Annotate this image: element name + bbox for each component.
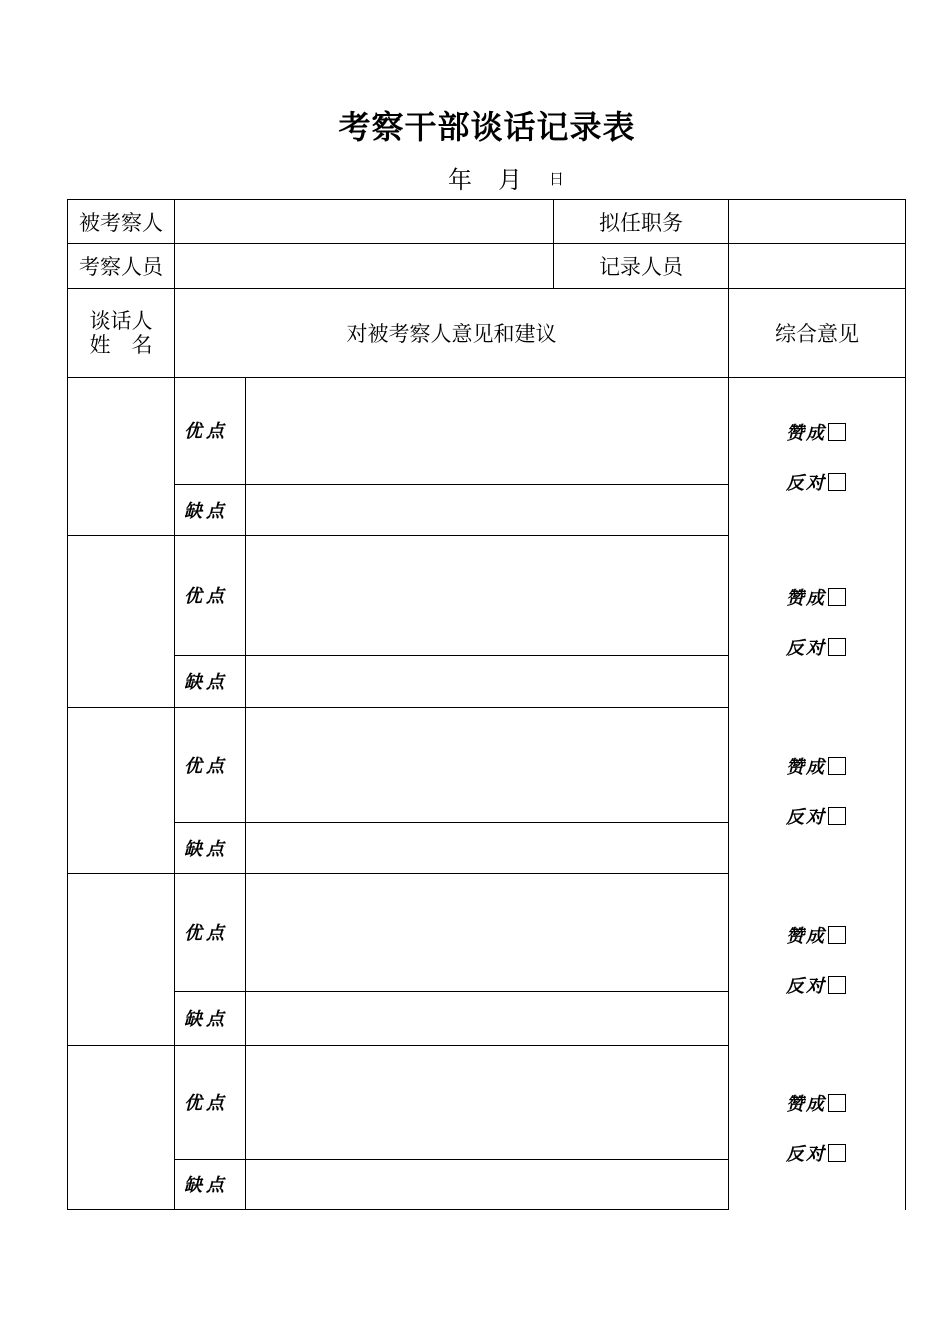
row-divider — [174, 655, 729, 656]
row-divider — [67, 1045, 729, 1046]
approve-checkbox[interactable] — [828, 757, 846, 775]
date-year-label: 年 — [448, 166, 472, 194]
table-border-bottom — [67, 1209, 729, 1210]
approve-option[interactable] — [786, 1090, 846, 1116]
col-divider — [245, 377, 246, 1210]
approve-option[interactable] — [786, 922, 846, 948]
row-divider — [174, 822, 729, 823]
approve-label: 赞成 — [786, 588, 826, 609]
speaker-name-line2: 姓 名 — [89, 333, 153, 357]
row-divider — [67, 535, 729, 536]
oppose-label: 反对 — [786, 1144, 826, 1165]
date-day-label: 日 — [549, 170, 565, 188]
approve-label: 赞成 — [786, 926, 826, 947]
merits-label: 优点 — [184, 586, 228, 607]
examinee-label: 被考察人 — [79, 210, 163, 235]
approve-checkbox[interactable] — [828, 926, 846, 944]
row-divider — [67, 707, 729, 708]
oppose-label: 反对 — [786, 976, 826, 997]
demerits-label: 缺点 — [184, 672, 228, 693]
page-title: 考察干部谈话记录表 — [338, 108, 636, 146]
speaker-name-line1: 谈话人 — [89, 309, 153, 333]
oppose-option[interactable] — [786, 634, 846, 660]
oppose-checkbox[interactable] — [828, 1144, 846, 1162]
date-month-label: 月 — [498, 166, 522, 194]
oppose-option[interactable] — [786, 972, 846, 998]
oppose-checkbox[interactable] — [828, 473, 846, 491]
examiner-value[interactable] — [175, 244, 553, 288]
oppose-label: 反对 — [786, 473, 826, 494]
oppose-checkbox[interactable] — [828, 976, 846, 994]
recorder-label: 记录人员 — [599, 255, 683, 279]
approve-label: 赞成 — [786, 757, 826, 778]
speaker-name-header — [68, 309, 174, 357]
examiner-label: 考察人员 — [79, 255, 163, 279]
merits-label: 优点 — [184, 756, 228, 777]
merits-label: 优点 — [184, 1093, 228, 1114]
oppose-checkbox[interactable] — [828, 807, 846, 825]
row-divider — [67, 377, 906, 378]
recorder-value[interactable] — [729, 244, 905, 288]
examinee-value[interactable] — [175, 200, 553, 243]
oppose-label: 反对 — [786, 638, 826, 659]
table-border-right — [905, 199, 906, 1210]
opinions-header: 对被考察人意见和建议 — [346, 322, 557, 346]
approve-checkbox[interactable] — [828, 1094, 846, 1112]
approve-option[interactable] — [786, 584, 846, 610]
approve-label: 赞成 — [786, 1094, 826, 1115]
row-divider — [174, 991, 729, 992]
intended-post-label: 拟任职务 — [599, 210, 683, 235]
demerits-label: 缺点 — [184, 501, 228, 522]
demerits-label: 缺点 — [184, 839, 228, 860]
oppose-label: 反对 — [786, 807, 826, 828]
oppose-option[interactable] — [786, 469, 846, 495]
approve-option[interactable] — [786, 419, 846, 445]
row-divider — [67, 873, 729, 874]
approve-checkbox[interactable] — [828, 423, 846, 441]
approve-option[interactable] — [786, 753, 846, 779]
oppose-checkbox[interactable] — [828, 638, 846, 656]
demerits-label: 缺点 — [184, 1009, 228, 1030]
row-divider — [174, 1159, 729, 1160]
approve-checkbox[interactable] — [828, 588, 846, 606]
approve-label: 赞成 — [786, 423, 826, 444]
merits-label: 优点 — [184, 923, 228, 944]
oppose-option[interactable] — [786, 803, 846, 829]
oppose-option[interactable] — [786, 1140, 846, 1166]
intended-post-value[interactable] — [729, 200, 905, 243]
demerits-label: 缺点 — [184, 1175, 228, 1196]
overall-header: 综合意见 — [775, 322, 859, 346]
row-divider — [174, 484, 729, 485]
merits-label: 优点 — [184, 421, 228, 442]
